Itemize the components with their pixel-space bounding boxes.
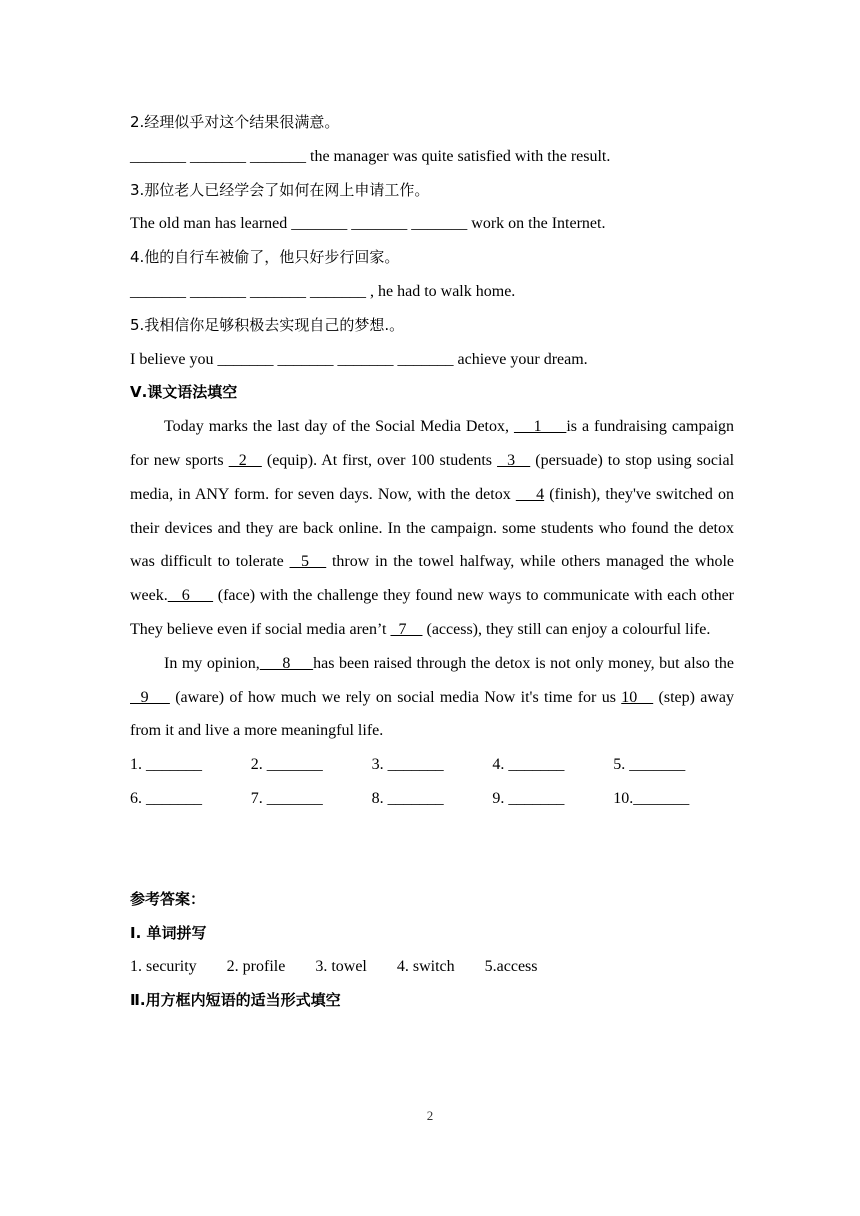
passage-text: In my opinion, [164,654,260,672]
answer-key-item: 3. towel [315,958,367,976]
answer-key-item: 1. security [130,958,197,976]
section-5-title: Ⅴ.课文语法填空 [130,383,238,402]
passage-paragraph-1 [130,410,734,647]
answer-blank: 1. _______ [130,756,202,774]
blank-5: 5 [289,553,327,571]
answer-blank: 4. _______ [492,756,565,774]
spacer [130,816,734,883]
translation-item-3-cn: 3.那位老人已经学会了如何在网上申请工作。 [130,180,430,199]
answer-blanks-row-2 [130,782,734,816]
passage-text: Today marks the last day of the Social Media Detox, [164,418,514,436]
answer-blank: 3. _______ [371,756,444,774]
answer-key-item: 5.access [484,958,538,976]
answer-key-title: 参考答案： [130,889,206,908]
blank-2: 2 [228,451,262,469]
blank-10: 10 [621,688,654,706]
translation-item-2-en: _______ _______ _______ the manager was quite satisfied with the result. [130,147,611,165]
answer-blank: 2. _______ [250,756,323,774]
passage-text: (finish), they've switched on their devices and they are back online. In the campaign. some students who found the detox was difficult to tolerate [130,485,734,571]
passage-text: (access), they still can enjoy a colourful life. [422,620,711,638]
passage-paragraph-2 [130,647,734,748]
blank-4: 4 [515,485,545,503]
passage-text: throw in the towel halfway, while others managed the whole week. [130,553,735,605]
passage-text: (face) with the challenge they found new ways to communicate with each other They believe even if social media aren’t [130,587,735,638]
answer-blank: 6. _______ [130,789,202,807]
answer-key-section-2-title: Ⅱ.用方框内短语的适当形式填空 [130,991,341,1010]
blank-7: 7 [390,620,423,638]
answer-key-item: 2. profile [226,958,286,976]
page-number: 2 [426,1108,434,1123]
passage-text: (persuade) to stop using social media, in ANY form. for seven days. Now, with the detox [130,451,735,503]
translation-item-3-en: The old man has learned _______ _______ _______ work on the Internet. [130,215,606,233]
page-content [130,106,734,1018]
answer-key-item: 4. switch [396,958,455,976]
passage-text: has been raised through the detox is not only money, but also the [313,654,735,672]
answer-key-section-1-title: Ⅰ. 单词拼写 [130,923,207,942]
passage-text: (step) away from it and live a more meaningful life. [130,688,735,740]
translation-item-4-cn: 4.他的自行车被偷了，他只好步行回家。 [130,248,400,267]
answer-blank: 10._______ [613,789,690,807]
answer-blank: 8. _______ [371,789,444,807]
blank-9: 9 [130,688,170,706]
answer-blank: 9. _______ [492,789,565,807]
translation-item-4-en: _______ _______ _______ _______ , he had to walk home. [130,282,516,300]
passage-text: (equip). At first, over 100 students [261,451,498,469]
passage-text: (aware) of how much we rely on social media Now it's time for us [169,688,622,706]
blank-6: 6 [167,587,214,605]
passage-text: is a fundraising campaign for new sports [130,418,735,469]
answer-blank: 7. _______ [250,789,323,807]
answer-blank: 5. _______ [613,756,686,774]
answer-key-section-1-answers [130,950,734,984]
answer-blanks-row-1 [130,748,734,782]
translation-item-2-cn: 2.经理似乎对这个结果很满意。 [130,113,340,131]
blank-3: 3 [497,451,531,469]
translation-item-5-en: I believe you _______ _______ _______ _______ achieve your dream. [130,350,588,368]
translation-item-5-cn: 5.我相信你足够积极去实现自己的梦想.。 [130,315,405,334]
blank-8: 8 [259,654,314,672]
blank-1: 1 [513,418,567,436]
